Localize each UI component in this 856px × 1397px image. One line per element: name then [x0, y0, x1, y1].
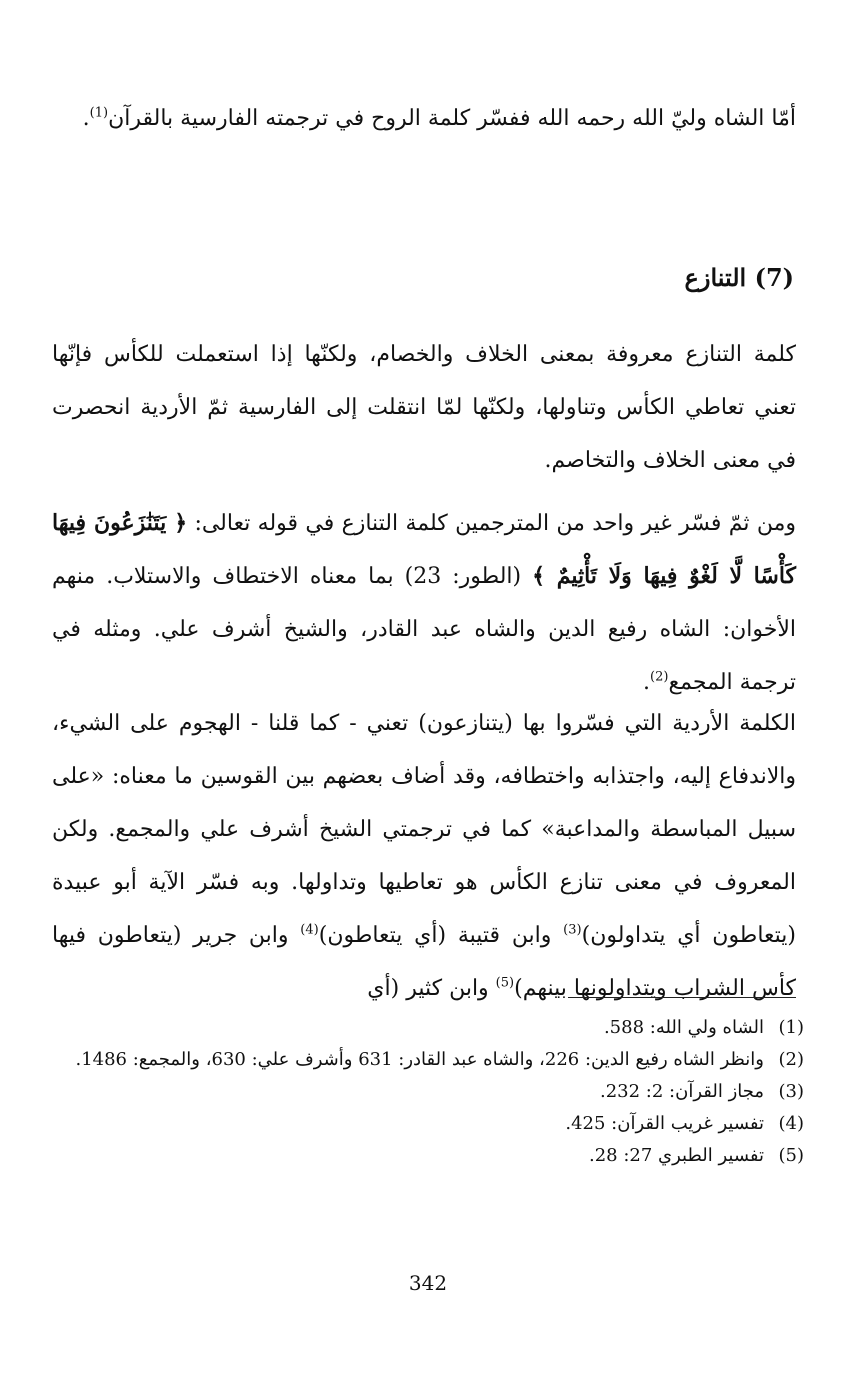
section-heading: (7) التنازع — [684, 263, 794, 292]
footnote-ref: (1) — [89, 105, 109, 121]
footnote-ref: (5) — [495, 975, 515, 991]
footnote-text: الشاه ولي الله: 588. — [603, 1017, 764, 1038]
paragraph-translators — [52, 497, 796, 709]
footnote-text: وانظر الشاه رفيع الدين: 226، والشاه عبد القادر: 631 وأشرف علي: 630، والمجمع: 1486. — [75, 1049, 764, 1070]
footnote-ref: (4) — [300, 922, 319, 938]
paragraph-meaning: كلمة التنازع معروفة بمعنى الخلاف والخصام، ولكنّها إذا استعملت للكأس فإنّها تعني تعاطي الكأس وتناولها، ولكنّها لمّا انتقلت إلى الفارسية ثمّ الأردية انحصرت في معنى الخلاف والتخاصم. — [52, 342, 796, 473]
footnote-text: تفسير الطبري 27: 28. — [588, 1145, 764, 1166]
quran-verse: ﴿ يَتَنَٰزَعُونَ فِيهَا كَأْسًا لَّا لَغْوٌ فِيهَا وَلَا تَأْثِيمٌ ﴾ — [52, 510, 796, 589]
paragraph-text: وابن قتيبة (أي يتعاطون) — [318, 923, 564, 948]
paragraph-text: الكلمة الأردية التي فسّروا بها (يتنازعون) تعني - كما قلنا - الهجوم على الشيء، والاندفاع إليه، واجتذابه واختطافه، وقد أضاف بعضهم بين القوسين ما معناه: «على سبيل المباسطة والمداعبة» كما في ترجمتي الشيخ أشرف علي والمجمع. ولكن المعروف في معنى تنازع الكأس هو تعاطيها وتداولها. وبه فسّر الآية أبو عبيدة (يتعاطون أي يتداولون) — [52, 711, 796, 948]
paragraph-text: وابن كثير (أي — [367, 976, 496, 1001]
footnote-ref: (3) — [563, 922, 582, 938]
paragraph-text: أمّا الشاه وليّ الله رحمه الله ففسّر كلمة الروح في ترجمته الفارسية بالقرآن — [108, 106, 796, 131]
footnote-item — [52, 1140, 804, 1172]
paragraph-end: . — [643, 670, 651, 695]
paragraph-text: ومن ثمّ فسّر غير واحد من المترجمين كلمة التنازع في قوله تعالى: — [194, 511, 796, 536]
footnote-number: (3) — [778, 1081, 804, 1102]
footnote-item — [52, 1076, 804, 1108]
footnote-divider — [568, 997, 796, 998]
footnote-item — [52, 1108, 804, 1140]
paragraph-text: (الطور: 23) بما معناه الاختطاف والاستلاب. منهم الأخوان: الشاه رفيع الدين والشاه عبد القادر، والشيخ أشرف علي. ومثله في ترجمة المجمع — [52, 564, 796, 695]
paragraph-end: . — [82, 106, 90, 131]
footnote-number: (4) — [778, 1113, 804, 1134]
paragraph-urdu-word — [52, 697, 796, 1015]
footnote-ref: (2) — [650, 669, 669, 685]
footnote-item — [52, 1012, 804, 1044]
footnotes-list — [52, 1012, 804, 1172]
footnote-item — [52, 1044, 804, 1076]
footnote-text: مجاز القرآن: 2: 232. — [599, 1081, 764, 1102]
page-number: 342 — [408, 1271, 448, 1295]
footnote-text: تفسير غريب القرآن: 425. — [565, 1113, 764, 1134]
paragraph-shah-waliullah — [52, 92, 796, 145]
paragraph-text: وابن جرير (يتعاطون فيها كأس الشراب ويتداولونها بينهم) — [52, 923, 796, 1001]
footnote-number: (2) — [778, 1049, 804, 1070]
footnote-number: (1) — [778, 1017, 804, 1038]
footnote-number: (5) — [778, 1145, 804, 1166]
